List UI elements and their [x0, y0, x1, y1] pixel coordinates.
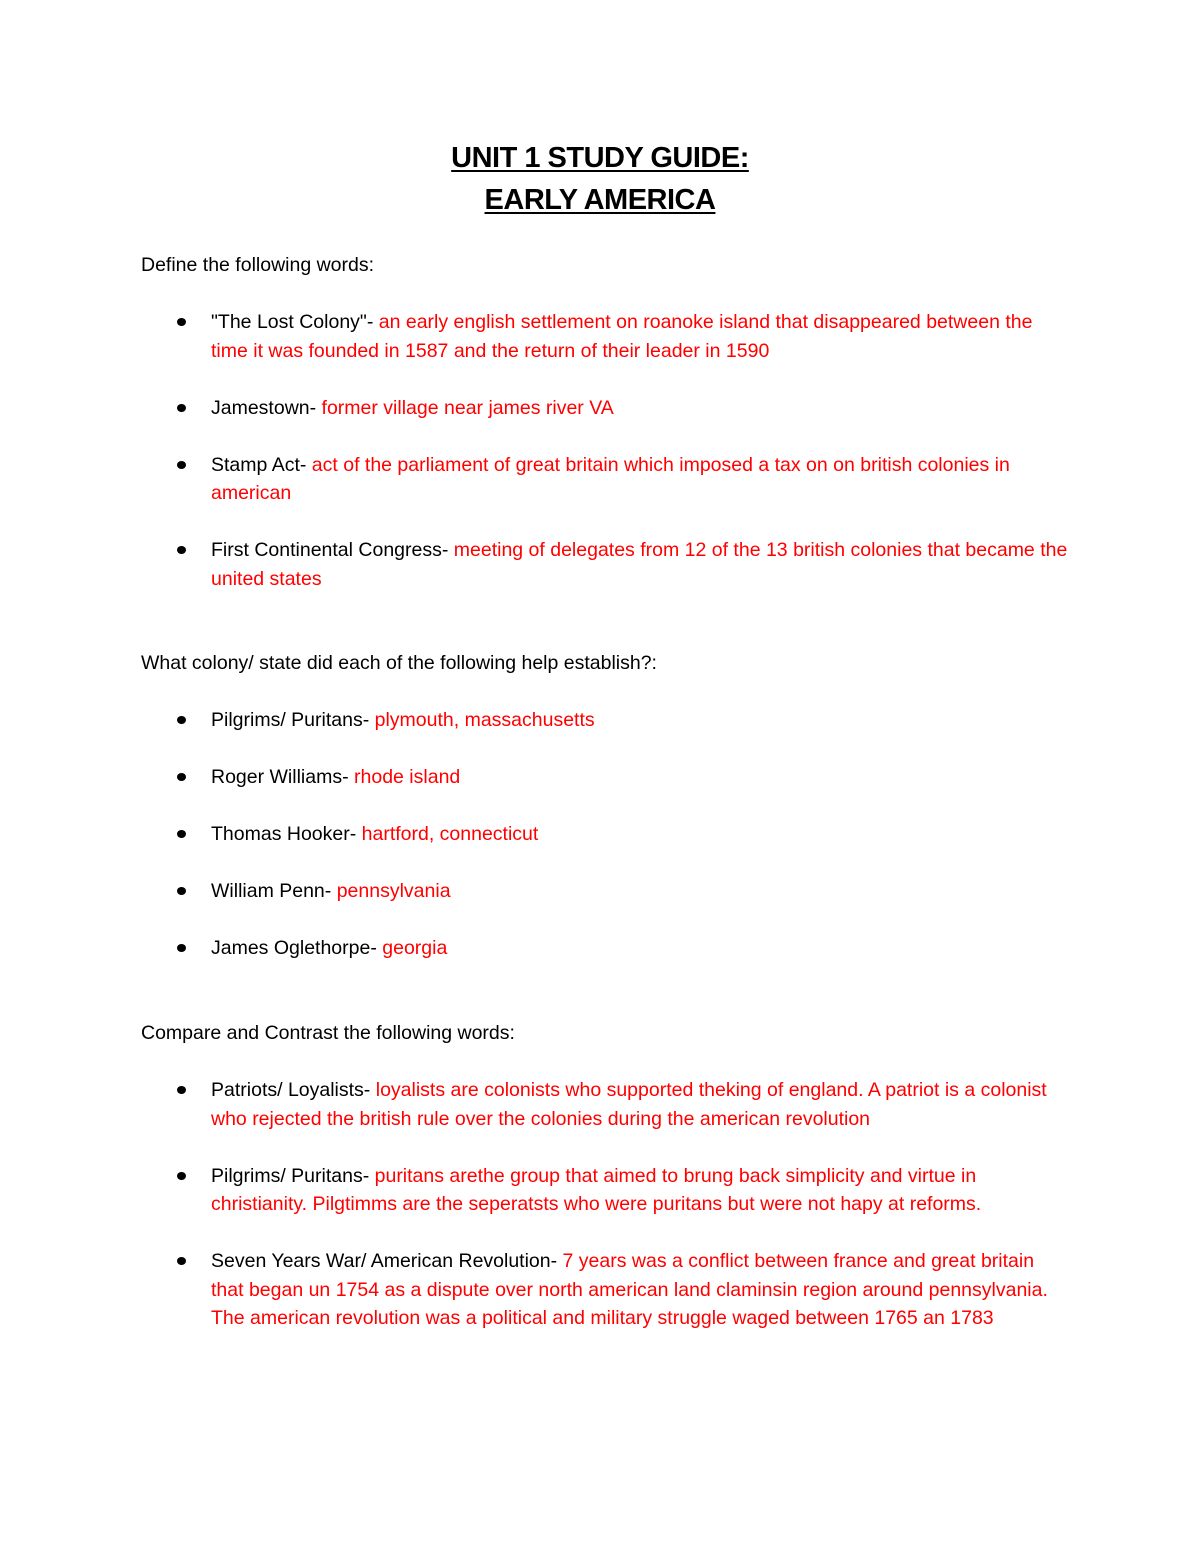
item-term: Jamestown- — [211, 396, 322, 419]
bullet-icon — [177, 1257, 186, 1265]
item-answer: former village near james river VA — [321, 396, 614, 419]
bullet-icon — [177, 830, 186, 838]
list-item — [0, 820, 1200, 849]
list-item — [0, 451, 1200, 508]
list-item — [0, 877, 1200, 906]
bullet-icon — [177, 887, 186, 895]
item-answer: georgia — [382, 937, 448, 959]
item-answer: plymouth, massachusetts — [374, 709, 595, 731]
list-item — [0, 706, 1200, 735]
bullet-icon — [177, 318, 186, 326]
list-item — [0, 308, 1200, 365]
list-item — [0, 934, 1200, 963]
item-term: Pilgrims/ Puritans- — [211, 1164, 375, 1187]
section-3-list — [0, 1076, 1200, 1361]
item-term: Roger Williams- — [211, 766, 355, 788]
item-answer: 7 years was a conflict between france and great britain that began un 1754 as a dispute over north american land claminsin region around pennsylvania. The american revolution was a political and military struggle waged between 1765 an 1783 — [211, 1250, 1048, 1329]
list-item — [0, 536, 1200, 593]
item-answer: loyalists are colonists who supported theking of england. A patriot is a colonist who rejected the british rule over the colonies during the american revolution — [211, 1079, 1047, 1130]
section-1-heading: Define the following words: — [141, 254, 375, 276]
item-term: James Oglethorpe- — [211, 937, 383, 959]
item-term: "The Lost Colony"- — [211, 311, 379, 333]
item-answer: hartford, connecticut — [361, 823, 539, 845]
bullet-icon — [177, 404, 186, 412]
list-item — [0, 394, 1200, 423]
item-answer: pennsylvania — [336, 880, 451, 902]
bullet-icon — [177, 1172, 186, 1180]
item-answer: meeting of delegates from 12 of the 13 british colonies that became the united states — [211, 539, 1068, 590]
item-answer: act of the parliament of great britain which imposed a tax on on british colonies in american — [211, 453, 1010, 504]
section-3-heading: Compare and Contrast the following words: — [141, 1022, 515, 1044]
item-answer: puritans arethe group that aimed to brung back simplicity and virtue in christianity. Pilgtimms are the seperatsts who were puritans but were not hapy at reforms. — [211, 1164, 982, 1215]
list-item — [0, 763, 1200, 792]
item-term: Pilgrims/ Puritans- — [211, 709, 375, 731]
bullet-icon — [177, 773, 186, 781]
item-term: Seven Years War/ American Revolution- — [211, 1250, 563, 1272]
item-answer: an early english settlement on roanoke island that disappeared between the time it was founded in 1587 and the return of their leader in 1590 — [211, 311, 1033, 362]
title-line-2: EARLY AMERICA — [484, 184, 716, 216]
section-2-heading: What colony/ state did each of the following help establish?: — [141, 652, 657, 674]
bullet-icon — [177, 944, 186, 952]
bullet-icon — [177, 461, 186, 469]
list-item — [0, 1076, 1200, 1133]
item-term: William Penn- — [211, 880, 337, 902]
section-2-list — [0, 706, 1200, 991]
section-1-list — [0, 308, 1200, 622]
bullet-icon — [177, 546, 186, 554]
item-term: Patriots/ Loyalists- — [211, 1079, 376, 1101]
item-term: Thomas Hooker- — [211, 823, 362, 845]
item-answer: rhode island — [354, 766, 461, 788]
list-item — [0, 1247, 1200, 1333]
bullet-icon — [177, 1086, 186, 1094]
list-item — [0, 1162, 1200, 1219]
bullet-icon — [177, 716, 186, 724]
title-line-1: UNIT 1 STUDY GUIDE: — [451, 142, 749, 174]
item-term: First Continental Congress- — [211, 539, 454, 561]
item-term: Stamp Act- — [211, 453, 312, 476]
